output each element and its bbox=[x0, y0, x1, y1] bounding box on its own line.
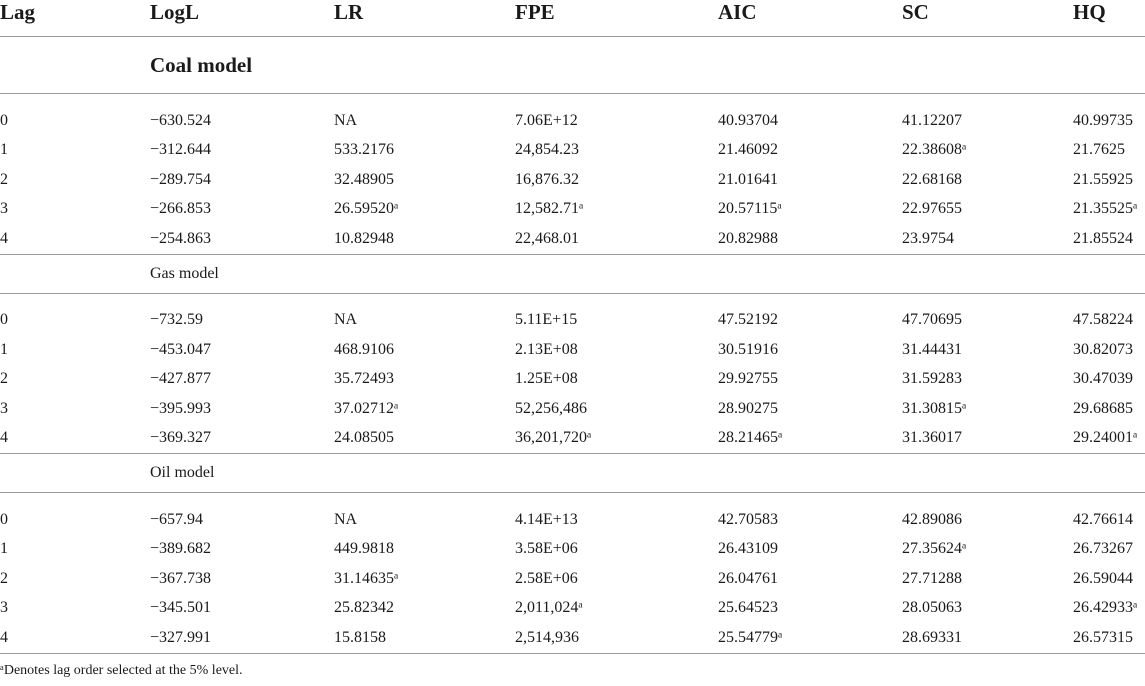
table-row bbox=[0, 165, 1145, 195]
table-cell: 28.90275 bbox=[718, 399, 778, 417]
section-title: Oil model bbox=[150, 454, 1145, 493]
section-title: Coal model bbox=[150, 37, 1145, 94]
table-cell: 28.21465ᵃ bbox=[718, 424, 902, 454]
header-sc: SC bbox=[902, 0, 1073, 37]
table-cell: 31.36017 bbox=[902, 424, 1073, 454]
table-cell: −312.644 bbox=[150, 141, 212, 159]
table-cell: 28.69331 bbox=[902, 623, 1073, 653]
table-cell: 2.13E+08 bbox=[515, 340, 578, 358]
table-cell: 29.24001ᵃ bbox=[1073, 424, 1145, 454]
table-cell: 3 bbox=[0, 599, 8, 617]
table-cell: 1 bbox=[0, 340, 8, 358]
table-cell: 40.99735 bbox=[1073, 111, 1133, 129]
table-cell: 42.89086 bbox=[902, 510, 962, 528]
table-row bbox=[0, 424, 1145, 454]
table-cell: −732.59 bbox=[150, 311, 204, 329]
table-row bbox=[0, 306, 1145, 336]
table-cell: 4 bbox=[0, 623, 150, 653]
table-cell: 2 bbox=[0, 569, 8, 587]
table-cell: −389.682 bbox=[150, 540, 212, 558]
table-cell: 47.52192 bbox=[718, 311, 778, 329]
table-cell: 37.02712ᵃ bbox=[334, 399, 399, 417]
table-cell: 47.70695 bbox=[902, 311, 962, 329]
table-cell: −427.877 bbox=[150, 370, 212, 388]
table-cell: 28.05063 bbox=[902, 599, 962, 617]
table-cell: 21.55925 bbox=[1073, 170, 1133, 188]
table-cell: 0 bbox=[0, 510, 8, 528]
table-cell: 27.35624ᵃ bbox=[902, 540, 967, 558]
table-row bbox=[0, 394, 1145, 424]
table-cell: 10.82948 bbox=[334, 224, 515, 254]
table-cell: 35.72493 bbox=[334, 370, 394, 388]
table-row bbox=[0, 535, 1145, 565]
table-cell: 40.93704 bbox=[718, 111, 778, 129]
table-cell: 3 bbox=[0, 200, 8, 218]
table-cell: 4 bbox=[0, 424, 150, 454]
header-aic: AIC bbox=[718, 0, 902, 37]
table-cell: 15.8158 bbox=[334, 623, 515, 653]
table-cell: 20.82988 bbox=[718, 224, 902, 254]
table-row bbox=[0, 335, 1145, 365]
table-row bbox=[0, 505, 1145, 535]
header-row bbox=[0, 0, 1145, 37]
table-cell: 1 bbox=[0, 540, 8, 558]
header-fpe: FPE bbox=[515, 0, 718, 37]
table-row bbox=[0, 136, 1145, 166]
table-cell: −395.993 bbox=[150, 399, 212, 417]
table-cell: 21.7625 bbox=[1073, 141, 1125, 159]
table-row bbox=[0, 365, 1145, 395]
table-row bbox=[0, 623, 1145, 653]
table-cell: 23.9754 bbox=[902, 224, 1073, 254]
table-cell: 26.59044 bbox=[1073, 569, 1133, 587]
section-row bbox=[0, 254, 1145, 293]
table-cell: 0 bbox=[0, 111, 8, 129]
table-cell: 30.51916 bbox=[718, 340, 778, 358]
header-lag: Lag bbox=[0, 0, 150, 37]
header-lr: LR bbox=[334, 0, 515, 37]
table-cell: 25.54779ᵃ bbox=[718, 623, 902, 653]
table-cell: −657.94 bbox=[150, 510, 204, 528]
table-row bbox=[0, 195, 1145, 225]
table-row bbox=[0, 594, 1145, 624]
table-cell: −327.991 bbox=[150, 623, 334, 653]
section-row bbox=[0, 454, 1145, 493]
table-cell: 26.42933ᵃ bbox=[1073, 599, 1138, 617]
table-cell: 26.04761 bbox=[718, 569, 778, 587]
table-cell: 25.82342 bbox=[334, 599, 394, 617]
table-cell: 3.58E+06 bbox=[515, 540, 578, 558]
table-cell: 1.25E+08 bbox=[515, 370, 578, 388]
table-cell: −453.047 bbox=[150, 340, 212, 358]
table-cell: 533.2176 bbox=[334, 141, 394, 159]
table-cell: 2,011,024ᵃ bbox=[515, 599, 583, 617]
table-cell: −266.853 bbox=[150, 200, 212, 218]
table-cell: 26.73267 bbox=[1073, 540, 1133, 558]
table-cell: 21.35525ᵃ bbox=[1073, 200, 1138, 218]
table-cell: 449.9818 bbox=[334, 540, 394, 558]
table-cell: −630.524 bbox=[150, 111, 212, 129]
table-cell: 468.9106 bbox=[334, 340, 394, 358]
section-row bbox=[0, 37, 1145, 94]
table-cell: −254.863 bbox=[150, 224, 334, 254]
table-cell: 30.82073 bbox=[1073, 340, 1133, 358]
header-hq: HQ bbox=[1073, 0, 1145, 37]
table-cell: 31.44431 bbox=[902, 340, 962, 358]
table-cell: −367.738 bbox=[150, 569, 212, 587]
table-cell: 1 bbox=[0, 141, 8, 159]
table-cell: 2.58E+06 bbox=[515, 569, 578, 587]
table-cell: 16,876.32 bbox=[515, 170, 579, 188]
table-cell: 4.14E+13 bbox=[515, 510, 578, 528]
table-cell: 47.58224 bbox=[1073, 311, 1133, 329]
table-cell: 3 bbox=[0, 399, 8, 417]
section-title: Gas model bbox=[150, 254, 1145, 293]
table-cell: 24.08505 bbox=[334, 424, 515, 454]
table-cell: 22.38608ᵃ bbox=[902, 141, 967, 159]
footnote: ᵃDenotes lag order selected at the 5% level. bbox=[0, 663, 243, 678]
table-cell: 27.71288 bbox=[902, 569, 962, 587]
table-cell: 22.68168 bbox=[902, 170, 962, 188]
table-cell: 12,582.71ᵃ bbox=[515, 200, 584, 218]
table-cell: 7.06E+12 bbox=[515, 111, 578, 129]
table-cell: 22,468.01 bbox=[515, 224, 718, 254]
table-cell: 32.48905 bbox=[334, 170, 394, 188]
table-cell: NA bbox=[334, 111, 358, 129]
table-cell: 0 bbox=[0, 311, 8, 329]
table-cell: 31.30815ᵃ bbox=[902, 399, 967, 417]
table-cell: 24,854.23 bbox=[515, 141, 579, 159]
table-cell: −345.501 bbox=[150, 599, 212, 617]
table-cell: −289.754 bbox=[150, 170, 212, 188]
table-cell: 42.70583 bbox=[718, 510, 778, 528]
table-cell: 21.01641 bbox=[718, 170, 778, 188]
table-cell: NA bbox=[334, 311, 358, 329]
table-cell: 42.76614 bbox=[1073, 510, 1133, 528]
table-cell: 22.97655 bbox=[902, 200, 962, 218]
table-cell: 29.68685 bbox=[1073, 399, 1133, 417]
table-row bbox=[0, 106, 1145, 136]
table-cell: 26.59520ᵃ bbox=[334, 200, 399, 218]
table-cell: 25.64523 bbox=[718, 599, 778, 617]
table-cell: 52,256,486 bbox=[515, 399, 587, 417]
table-row bbox=[0, 564, 1145, 594]
table-cell: 41.12207 bbox=[902, 111, 962, 129]
table-cell: 21.46092 bbox=[718, 141, 778, 159]
table-cell: NA bbox=[334, 510, 358, 528]
table-cell: 31.59283 bbox=[902, 370, 962, 388]
table-cell: −369.327 bbox=[150, 424, 334, 454]
table-cell: 2 bbox=[0, 170, 8, 188]
table-cell: 29.92755 bbox=[718, 370, 778, 388]
table-cell: 30.47039 bbox=[1073, 370, 1133, 388]
table-cell: 21.85524 bbox=[1073, 224, 1145, 254]
table-cell: 31.14635ᵃ bbox=[334, 569, 399, 587]
table-cell: 36,201,720ᵃ bbox=[515, 424, 718, 454]
table-cell: 2 bbox=[0, 370, 8, 388]
header-logl: LogL bbox=[150, 0, 334, 37]
table-cell: 20.57115ᵃ bbox=[718, 200, 782, 218]
table-cell: 26.57315 bbox=[1073, 623, 1145, 653]
table-cell: 2,514,936 bbox=[515, 623, 718, 653]
table-cell: 4 bbox=[0, 224, 150, 254]
table-row bbox=[0, 224, 1145, 254]
table-cell: 26.43109 bbox=[718, 540, 778, 558]
table-cell: 5.11E+15 bbox=[515, 311, 578, 329]
